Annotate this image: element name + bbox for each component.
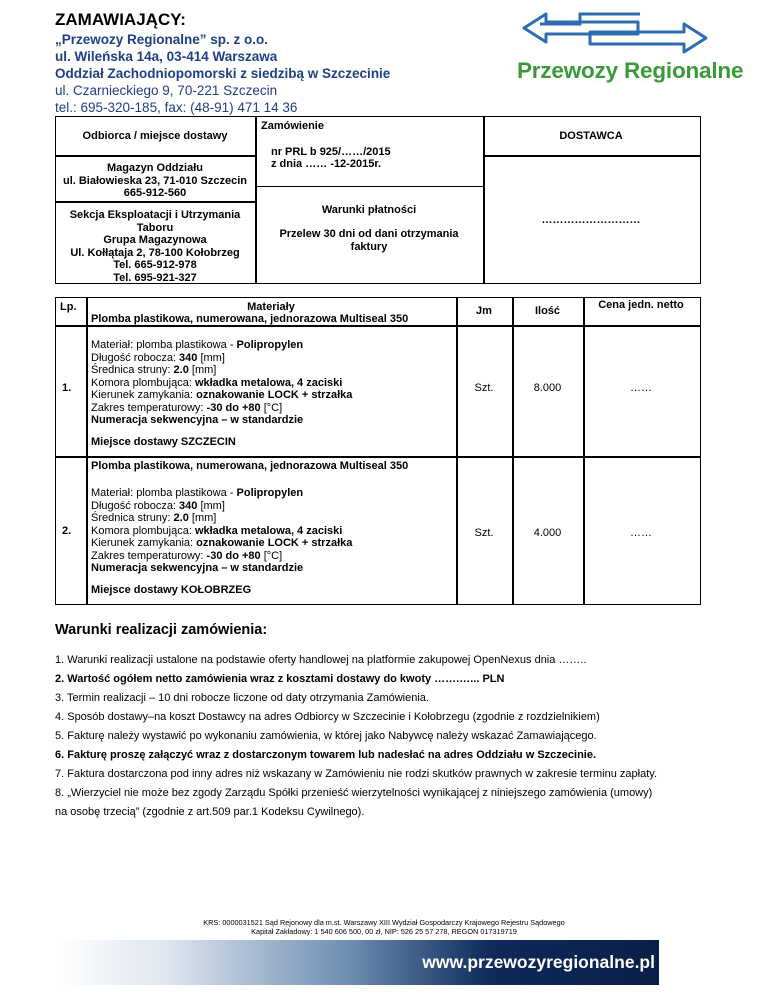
footer-krs: KRS: 0000031521 Sąd Rejonowy dla m.st. Warszawy XIII Wydział Gospodarczy Krajowego Rejestru Sądowego (203, 918, 565, 927)
payment-label: Warunki płatności (321, 204, 417, 216)
spec-numbering: Numeracja sekwencyjna – w standardzie (91, 562, 304, 574)
qty-header: Ilość (534, 305, 561, 317)
spec-value: 2.0 (173, 512, 189, 524)
spec-value: wkładka metalowa, 4 zaciski (194, 524, 343, 537)
header-title: ZAMAWIAJĄCY: (55, 10, 186, 29)
warehouse-street: ul. Białowieska 23, 71-010 Szczecin (62, 174, 248, 187)
section-line: Taboru (136, 221, 174, 234)
item-1-name: Plomba plastikowa, numerowana, jednorazowa Multiseal 350 (91, 313, 409, 325)
condition-6: 6. Fakturę proszę załączyć wraz z dostarczonym towarem lub nadesłać na adres Oddziału w Szczecinie. (55, 749, 597, 761)
warehouse-phone: 665-912-560 (123, 187, 187, 199)
section-line: Sekcja Eksploatacji i Utrzymania (69, 209, 241, 221)
spec-value: 340 (179, 499, 198, 512)
price-header: Cena jedn. netto (598, 299, 684, 311)
spec-label: Komora plombująca: (91, 524, 195, 537)
spec-label: Materiał: plomba plastikowa - (91, 487, 237, 499)
conditions-title: Warunki realizacji zamówienia: (55, 622, 268, 638)
item-2-specs (91, 487, 352, 575)
logo-arrows-icon (520, 6, 710, 58)
spec-material (91, 339, 352, 352)
item-2-lp: 2. (62, 525, 72, 537)
spec-chamber (91, 525, 352, 538)
item-2-jm: Szt. (474, 527, 494, 539)
spec-unit: [mm] (197, 499, 225, 512)
materials-header: Materiały (247, 301, 295, 313)
supplier-label: DOSTAWCA (559, 130, 623, 142)
spec-chamber (91, 377, 352, 390)
spec-label: Średnica struny: (91, 364, 174, 376)
condition-5: 5. Fakturę należy wystawić po wykonaniu zamówienia, w której jako Nabywcę należy wskazać Zamawiającego. (55, 730, 597, 742)
item-1-qty: 8.000 (533, 382, 562, 394)
order-number: nr PRL b 925/……/2015 (271, 146, 391, 158)
spec-label: Zakres temperaturowy: (91, 549, 207, 562)
spec-label: Komora plombująca: (91, 376, 195, 389)
payment-terms-line: Przelew 30 dni od dani otrzymania (279, 228, 459, 240)
jm-header: Jm (476, 305, 492, 317)
condition-4: 4. Sposób dostawy–na koszt Dostawcy na adres Odbiorcy w Szczecinie i Kołobrzegu (zgodnie z rozdzielnikiem) (55, 711, 600, 723)
condition-3: 3. Termin realizacji – 10 dni robocze liczone od daty otrzymania Zamówienia. (55, 692, 429, 704)
item-1-specs (91, 339, 352, 427)
item-1-lp-cell (55, 325, 88, 458)
payment-terms (255, 228, 483, 253)
spec-label: Długość robocza: (91, 351, 180, 364)
spec-label: Długość robocza: (91, 499, 180, 512)
spec-temperature (91, 402, 352, 415)
spec-value: -30 do +80 (206, 549, 261, 562)
spec-value: oznakowanie LOCK + strzałka (196, 389, 353, 401)
branch-phone: tel.: 695-320-185, fax: (48-91) 471 14 36 (55, 100, 298, 115)
spec-direction (91, 389, 352, 402)
lp-header: Lp. (60, 301, 77, 313)
item-1-jm: Szt. (474, 382, 494, 394)
spec-value: 2.0 (173, 364, 189, 376)
recipient-label: Odbiorca / miejsce dostawy (82, 130, 228, 142)
spec-label: Kierunek zamykania: (91, 537, 197, 549)
spec-material (91, 487, 352, 500)
item-2-delivery: Miejsce dostawy KOŁOBRZEG (91, 584, 252, 596)
logo-text: Przewozy Regionalne (517, 58, 744, 83)
section-address (55, 209, 255, 284)
company-name: „Przewozy Regionalne” sp. z o.o. (55, 32, 269, 47)
section-line: Tel. 695-921-327 (113, 271, 197, 284)
company-address: ul. Wileńska 14a, 03-414 Warszawa (55, 49, 278, 64)
spec-label: Kierunek zamykania: (91, 389, 197, 401)
section-line: Tel. 665-912-978 (113, 259, 197, 271)
payment-terms-line: faktury (350, 240, 388, 253)
order-date: z dnia …… -12-2015r. (271, 158, 382, 170)
item-2-lp-cell (55, 456, 88, 605)
spec-diameter (91, 364, 352, 377)
item-2-name: Plomba plastikowa, numerowana, jednorazowa Multiseal 350 (91, 460, 409, 472)
branch-address: ul. Czarnieckiego 9, 70-221 Szczecin (55, 83, 278, 98)
spec-label: Zakres temperaturowy: (91, 401, 207, 414)
spec-length (91, 500, 352, 513)
footer-url-link[interactable]: www.przewozyregionalne.pl (422, 952, 655, 972)
item-2-qty: 4.000 (533, 527, 562, 539)
condition-8: 8. „Wierzyciel nie może bez zgody Zarządu Spółki przenieść wierzytelności wynikającej z niniejszego zamówienia (umowy) (55, 787, 653, 799)
warehouse-name: Magazyn Oddziału (107, 162, 203, 174)
item-1-delivery: Miejsce dostawy SZCZECIN (91, 436, 236, 448)
spec-unit: [°C] (260, 401, 283, 414)
item-2-price: …… (630, 527, 652, 539)
condition-2: 2. Wartość ogółem netto zamówienia wraz z kosztami dostawy do kwoty …….…... PLN (55, 673, 505, 685)
section-line: Grupa Magazynowa (103, 234, 207, 246)
spec-value: wkładka metalowa, 4 zaciski (194, 376, 343, 389)
spec-unit: [°C] (260, 549, 283, 562)
order-cell (255, 116, 485, 284)
condition-7: 7. Faktura dostarczona pod inny adres niż wskazany w Zamówieniu nie rodzi skutków prawnych w zakresie terminu zapłaty. (55, 768, 658, 780)
item-1-lp: 1. (62, 382, 72, 394)
supplier-value: ……………………… (541, 214, 641, 226)
spec-diameter (91, 512, 352, 525)
spec-value: Polipropylen (236, 339, 304, 351)
spec-unit: [mm] (197, 351, 225, 364)
spec-direction (91, 537, 352, 550)
spec-temperature (91, 550, 352, 563)
order-divider (255, 186, 483, 187)
spec-numbering: Numeracja sekwencyjna – w standardzie (91, 414, 304, 426)
warehouse-address (55, 162, 255, 200)
order-label: Zamówienie (261, 120, 324, 132)
spec-unit: [mm] (188, 364, 217, 376)
spec-label: Średnica struny: (91, 512, 174, 524)
item-1-price: …… (630, 382, 652, 394)
condition-8-continued: na osobę trzecią” (zgodnie z art.509 par.1 Kodeksu Cywilnego). (55, 806, 365, 818)
spec-unit: [mm] (188, 512, 217, 524)
condition-1: 1. Warunki realizacji ustalone na podstawie oferty handlowej na platformie zakupowej OpenNexus dnia …….. (55, 654, 587, 666)
spec-value: -30 do +80 (206, 401, 261, 414)
spec-value: oznakowanie LOCK + strzałka (196, 537, 353, 549)
spec-value: 340 (179, 351, 198, 364)
footer-capital: Kapitał Zakładowy: 1 540 606 500, 00 zł, NIP: 526 25 57 278, REGON 017319719 (251, 927, 517, 936)
section-line: Ul. Kołłątaja 2, 78-100 Kołobrzeg (70, 246, 240, 259)
spec-value: Polipropylen (236, 487, 304, 499)
spec-label: Materiał: plomba plastikowa - (91, 339, 237, 351)
footer-bar (57, 940, 659, 985)
branch-name: Oddział Zachodniopomorski z siedzibą w Szczecinie (55, 66, 391, 81)
spec-length (91, 352, 352, 365)
